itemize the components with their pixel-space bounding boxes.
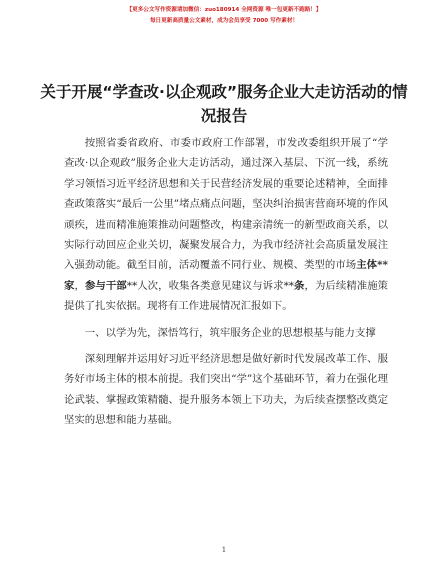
intro-bold-1: 主体**家	[64, 259, 388, 292]
intro-text-3: **人次，收集各类意见建议与诉求**	[126, 279, 294, 292]
document-body	[64, 133, 388, 437]
intro-text-4: ，为后续精准施策提供了扎实依据。现将有工作进展情况汇报如下。	[64, 279, 389, 313]
section-heading-1: 一、以学为先，深悟笃行，筑牢服务企业的思想根基与能力支撑	[84, 326, 376, 339]
section-paragraph-1: 深刻理解并运用好习近平经济思想是做好新时代发展改革工作、服务好市场主体的根本前提。我们突出“学”这个基础环节，着力在强化理论武装、掌握政策精髓、提升服务本领上下功夫，为后续查摆整改奠定坚实的思想和能力基础。	[64, 353, 388, 427]
document-title: 关于开展“学查改·以企观政”服务企业大走访活动的情况报告	[40, 83, 408, 125]
banner-line-2: 每日更新高质量公文素材，成为会员享受 7000 写作素材！	[149, 18, 299, 24]
intro-bold-3: 条	[293, 279, 305, 292]
intro-bold-2: 参与干部	[84, 279, 127, 292]
intro-paragraph	[64, 133, 388, 317]
page-number: 1	[221, 546, 227, 554]
banner-line-1: 【更多公文写作资源请加微信：zuo180914 全网资源 唯一包更新不跑路！】	[126, 7, 322, 13]
intro-text-1: 按照省委省政府、市委市政府工作部署，市发改委组织开展了“学查改·以企观政”服务企业大走访活动，通过深入基层、下沉一线，系统学习领悟习近平经济思想和关于民营经济发展的重要论述精神，全面排查政策落实“最后一公里”堵点痛点问题，坚决纠治损害营商环境的作风顽疾，进而精准施策推动问题整改，构建亲清统一的新型政商关系，以实际行动回应企业关切，凝聚发展合力，为我市经济社会高质量发展注入强劲动能。截至目前，活动覆盖不同行业、规模、类型的市场	[64, 137, 388, 272]
watermark-banner	[0, 6, 448, 26]
intro-text-2: ，	[74, 279, 85, 292]
